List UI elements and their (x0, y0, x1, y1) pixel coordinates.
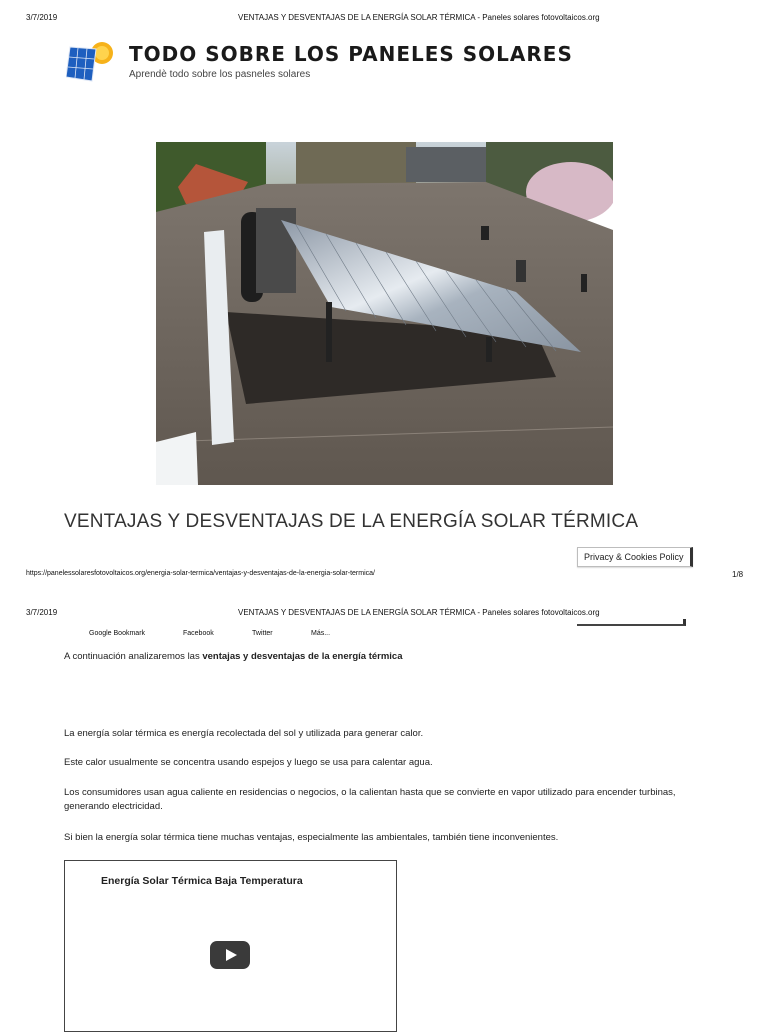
article-title: VENTAJAS Y DESVENTAJAS DE LA ENERGÍA SOLAR TÉRMICA (64, 511, 639, 532)
print-date: 3/7/2019 (26, 608, 58, 617)
paragraph: Este calor usualmente se concentra usando espejos y luego se usa para calentar agua. (64, 757, 433, 768)
site-title[interactable]: TODO SOBRE LOS PANELES SOLARES (129, 42, 573, 66)
site-tagline: Aprendè todo sobre los pasneles solares (129, 69, 311, 80)
play-icon[interactable] (210, 941, 250, 969)
share-more-link[interactable]: Más... (311, 630, 331, 637)
video-embed[interactable] (64, 860, 397, 1032)
solar-panel-logo-icon[interactable] (66, 41, 118, 83)
print-doc-title: VENTAJAS Y DESVENTAJAS DE LA ENERGÍA SOLAR TÉRMICA - Paneles solares fotovoltaicos.org (238, 13, 600, 22)
video-title[interactable]: Energía Solar Térmica Baja Temperatura (101, 875, 303, 887)
share-google-bookmark-link[interactable]: Google Bookmark (89, 630, 146, 637)
print-date: 3/7/2019 (26, 13, 58, 22)
privacy-button-shadow (577, 619, 686, 626)
paragraph: La energía solar térmica es energía recolectada del sol y utilizada para generar calor. (64, 728, 424, 739)
solar-collector-photo (156, 142, 613, 485)
paragraph: Los consumidores usan agua caliente en residencias o negocios, o la calientan hasta que se convierte en vapor utilizado para encender turbinas, generando electricidad. (64, 787, 676, 812)
paragraph: Si bien la energía solar térmica tiene muchas ventajas, especialmente las ambientales, también tiene inconvenientes. (64, 832, 559, 843)
page-number: 1/8 (732, 570, 744, 579)
intro-paragraph (64, 650, 403, 664)
share-twitter-link[interactable]: Twitter (252, 630, 273, 637)
share-facebook-link[interactable]: Facebook (183, 630, 214, 637)
print-doc-title: VENTAJAS Y DESVENTAJAS DE LA ENERGÍA SOLAR TÉRMICA - Paneles solares fotovoltaicos.org (238, 608, 600, 617)
intro-bold: ventajas y desventajas de la energía térmica (202, 651, 403, 662)
footer-url[interactable]: https://panelessolaresfotovoltaicos.org/energia-solar-termica/ventajas-y-desventajas-de-la-energia-solar-termica/ (26, 570, 375, 577)
intro-prefix: A continuación analizaremos las (64, 651, 203, 662)
privacy-cookies-button[interactable]: Privacy & Cookies Policy (577, 547, 693, 567)
